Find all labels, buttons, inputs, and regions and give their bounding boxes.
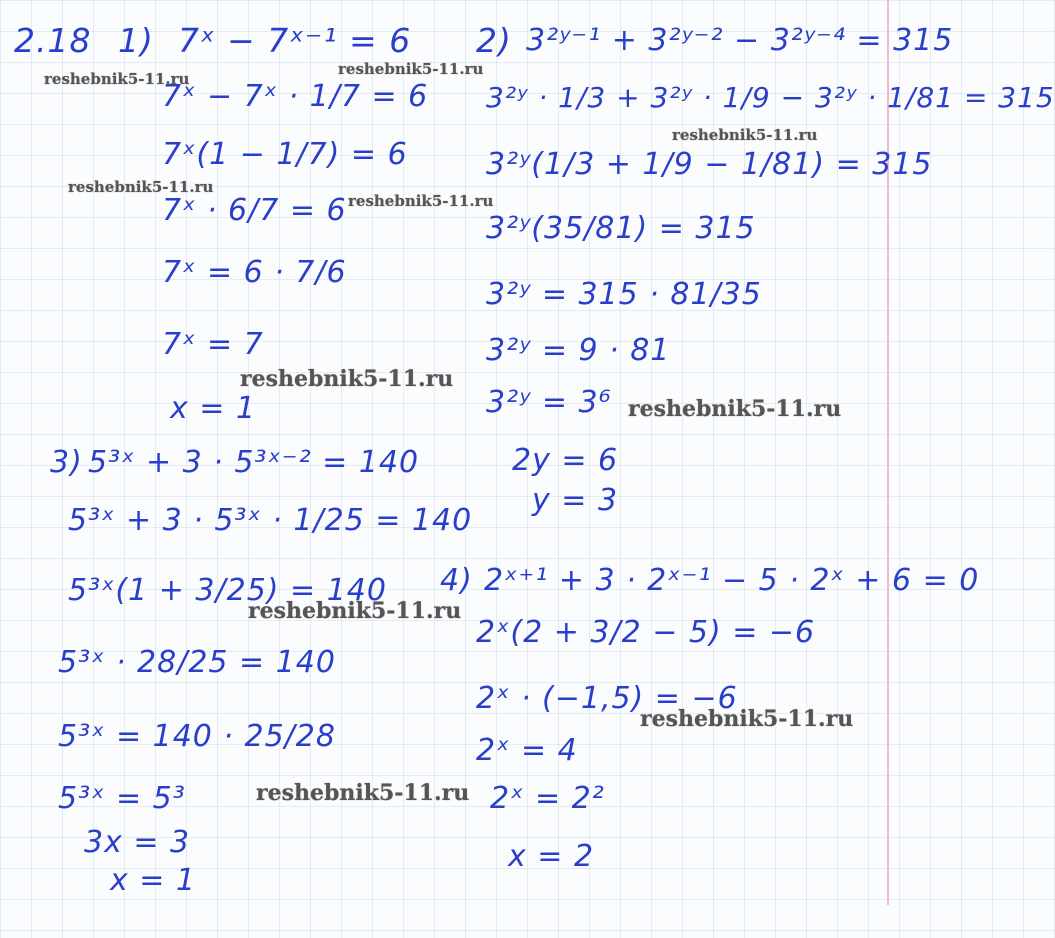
solution-3-step: 3x = 3 [84, 825, 191, 860]
solution-1-label: 1) [118, 21, 154, 60]
solution-3-step: 5³ˣ = 5³ [58, 781, 186, 816]
solution-4-equation: 2ˣ⁺¹ + 3 · 2ˣ⁻¹ − 5 · 2ˣ + 6 = 0 [484, 563, 980, 598]
solution-3-equation: 5³ˣ + 3 · 5³ˣ⁻² = 140 [88, 445, 420, 480]
watermark: reshebnik5-11.ru [672, 126, 818, 144]
solution-2-step: 3²ʸ = 3⁶ [486, 385, 612, 420]
solution-2-step: 3²ʸ · 1/3 + 3²ʸ · 1/9 − 3²ʸ · 1/81 = 315 [486, 81, 1055, 114]
margin-line [887, 0, 889, 905]
watermark: reshebnik5-11.ru [240, 366, 454, 392]
watermark: reshebnik5-11.ru [68, 178, 214, 196]
solution-4-step: 2ˣ · (−1,5) = −6 [476, 681, 738, 716]
solution-2-step: 3²ʸ(35/81) = 315 [486, 211, 756, 246]
solution-4-step: 2ˣ = 2² [490, 781, 605, 816]
watermark: reshebnik5-11.ru [248, 598, 462, 624]
solution-3-step: 5³ˣ + 3 · 5³ˣ · 1/25 = 140 [68, 503, 473, 538]
solution-1-equation: 7ˣ − 7ˣ⁻¹ = 6 [178, 21, 412, 60]
solution-4-step: x = 2 [508, 839, 595, 874]
solution-1-step: 7ˣ · 6/7 = 6 [162, 193, 347, 228]
solution-2-step: 3²ʸ = 9 · 81 [486, 333, 671, 368]
solution-3-step: x = 1 [110, 863, 197, 898]
solution-2-label: 2) [476, 21, 512, 60]
watermark: reshebnik5-11.ru [256, 780, 470, 806]
watermark: reshebnik5-11.ru [44, 70, 190, 88]
watermark: reshebnik5-11.ru [338, 60, 484, 78]
solution-2-step: 2y = 6 [512, 443, 619, 478]
solution-2-equation: 3²ʸ⁻¹ + 3²ʸ⁻² − 3²ʸ⁻⁴ = 315 [526, 23, 954, 58]
solution-2-step: y = 3 [532, 483, 619, 518]
solution-1-step: 7ˣ(1 − 1/7) = 6 [162, 137, 408, 172]
solution-3-step: 5³ˣ · 28/25 = 140 [58, 645, 336, 680]
solution-1-step: 7ˣ = 7 [162, 327, 264, 362]
solution-4-label: 4) [440, 563, 473, 598]
watermark: reshebnik5-11.ru [640, 706, 854, 732]
solution-2-step: 3²ʸ = 315 · 81/35 [486, 277, 762, 312]
solution-1-step: 7ˣ = 6 · 7/6 [162, 255, 347, 290]
solution-4-step: 2ˣ(2 + 3/2 − 5) = −6 [476, 615, 816, 650]
solution-1-step: 7ˣ − 7ˣ · 1/7 = 6 [162, 79, 429, 114]
solution-4-step: 2ˣ = 4 [476, 733, 578, 768]
solution-3-step: 5³ˣ = 140 · 25/28 [58, 719, 336, 754]
solution-1-step: x = 1 [170, 391, 257, 426]
solution-3-label: 3) [50, 445, 83, 480]
watermark: reshebnik5-11.ru [628, 396, 842, 422]
problem-number: 2.18 [14, 21, 92, 60]
solution-2-step: 3²ʸ(1/3 + 1/9 − 1/81) = 315 [486, 147, 933, 182]
solution-3-step: 5³ˣ(1 + 3/25) = 140 [68, 573, 387, 608]
watermark: reshebnik5-11.ru [348, 192, 494, 210]
